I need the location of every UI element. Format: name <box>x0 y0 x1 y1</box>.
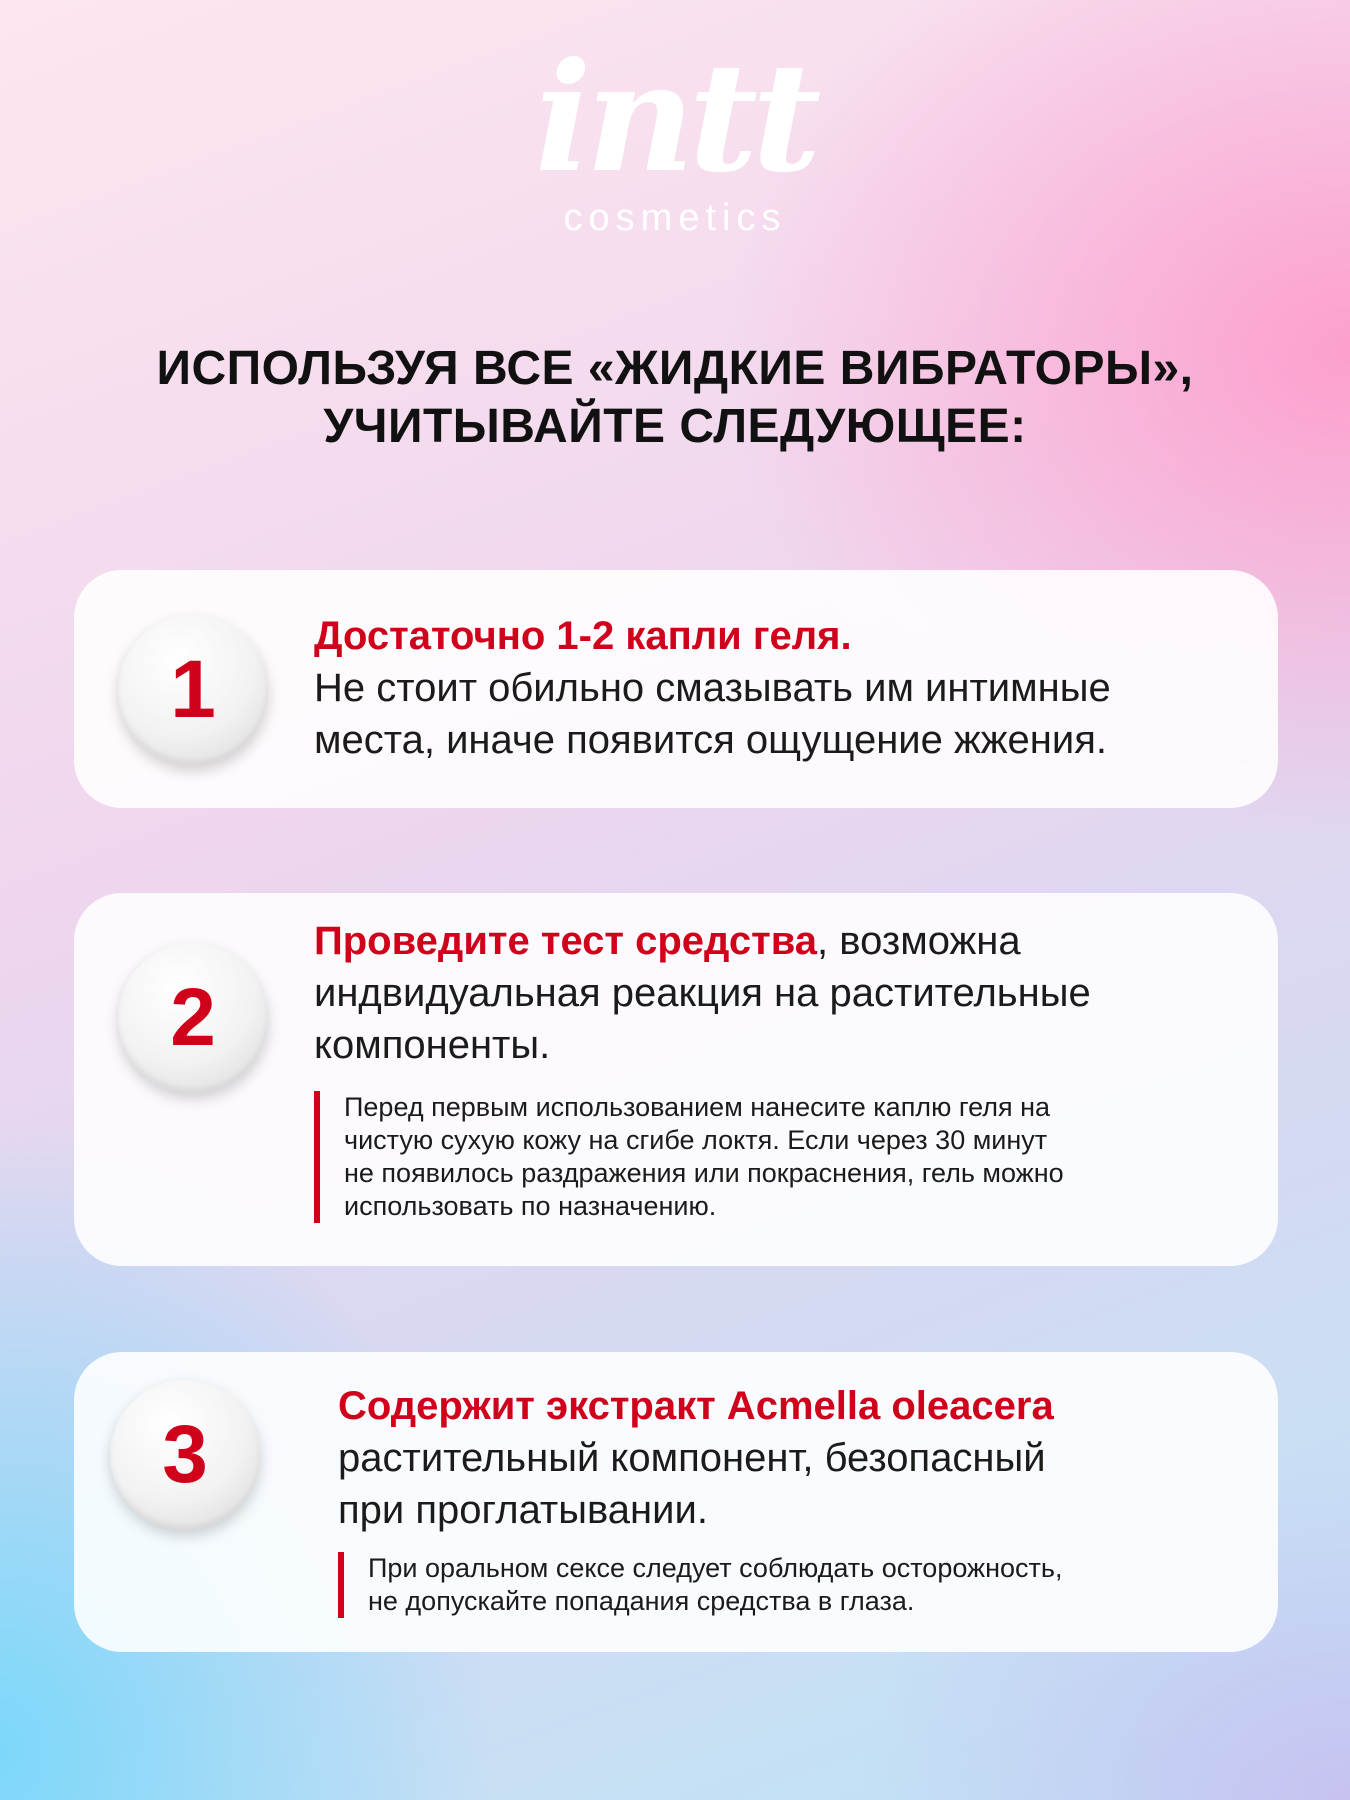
tip-note-2 <box>314 1091 1064 1223</box>
number-badge-2: 2 <box>118 943 268 1093</box>
tip-line-2a: индвидуальная реакция на растительные <box>314 971 1091 1015</box>
note-line: При оральном сексе следует соблюдать осторожность, <box>368 1553 1063 1583</box>
tip-line-1a: Не стоит обильно смазывать им интимные <box>314 666 1111 710</box>
tip-card-1 <box>74 570 1278 808</box>
brand-logo <box>0 30 1350 240</box>
tip-note-3 <box>338 1552 1062 1618</box>
page-title <box>100 340 1250 456</box>
tip-text-1 <box>314 610 1111 766</box>
tip-line-1b: места, иначе появится ощущение жжения. <box>314 718 1107 762</box>
tip-card-2 <box>74 893 1278 1266</box>
note-line: не появилось раздражения или покраснения, гель можно <box>344 1158 1064 1188</box>
tip-highlight-2: Проведите тест средства <box>314 919 818 963</box>
tip-text-3 <box>338 1380 1054 1536</box>
title-line-1: ИСПОЛЬЗУЯ ВСЕ «ЖИДКИЕ ВИБРАТОРЫ», <box>156 342 1194 395</box>
svg-text:cosmetics: cosmetics <box>563 197 787 239</box>
number-badge-3: 3 <box>110 1380 260 1530</box>
tip-highlight-3: Содержит экстракт Acmella oleacera <box>338 1384 1054 1428</box>
title-line-2: УЧИТЫВАЙТЕ СЛЕДУЮЩЕЕ: <box>323 400 1027 453</box>
tip-line-3a: растительный компонент, безопасный <box>338 1436 1046 1480</box>
note-line: не допускайте попадания средства в глаза. <box>368 1586 915 1616</box>
intt-logo-icon <box>525 30 825 240</box>
tip-line-3b: при проглатывании. <box>338 1488 708 1532</box>
tip-line-2b: компоненты. <box>314 1023 551 1067</box>
tip-highlight-1: Достаточно 1-2 капли геля. <box>314 614 852 658</box>
note-line: использовать по назначению. <box>344 1191 717 1221</box>
note-line: Перед первым использованием нанесите каплю геля на <box>344 1092 1050 1122</box>
tip-highlight-rest-2: , возможна <box>817 919 1021 963</box>
svg-text:intt: intt <box>534 30 816 206</box>
tip-card-3 <box>74 1352 1278 1652</box>
note-line: чистую сухую кожу на сгибе локтя. Если через 30 минут <box>344 1125 1048 1155</box>
tip-text-2 <box>314 915 1091 1071</box>
number-badge-1: 1 <box>118 615 268 765</box>
